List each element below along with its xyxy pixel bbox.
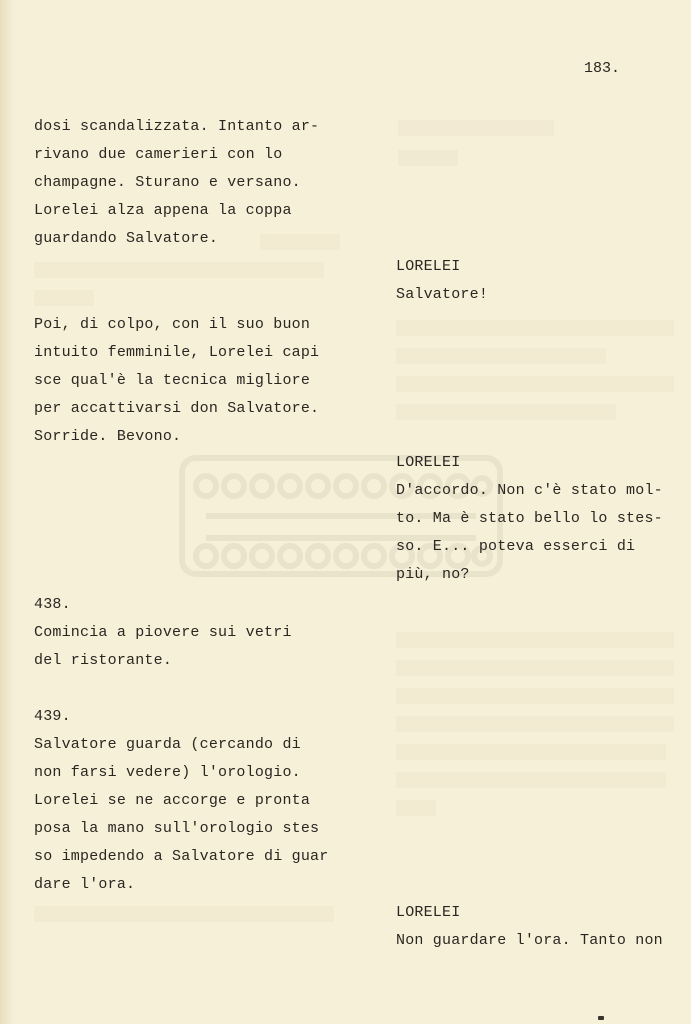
action-line: sce qual'è la tecnica migliore <box>34 372 311 389</box>
action-line: per accattivarsi don Salvatore. <box>34 400 320 417</box>
action-line: Comincia a piovere sui vetri <box>34 624 292 641</box>
action-line: dare l'ora. <box>34 876 136 893</box>
dialogue-line: Non guardare l'ora. Tanto non <box>396 932 663 949</box>
action-line: Lorelei alza appena la coppa <box>34 202 292 219</box>
action-line: Lorelei se ne accorge e pronta <box>34 792 311 809</box>
scene-number: 439. <box>34 708 71 725</box>
action-line: dosi scandalizzata. Intanto ar- <box>34 118 320 135</box>
action-line: intuito femminile, Lorelei capi <box>34 344 320 361</box>
dialogue-line: Salvatore! <box>396 286 489 303</box>
action-line: rivano due camerieri con lo <box>34 146 283 163</box>
action-line: so impedendo a Salvatore di guar <box>34 848 329 865</box>
action-line: Sorride. Bevono. <box>34 428 182 445</box>
page-number: 183. <box>584 60 621 77</box>
ink-speck <box>598 1016 604 1020</box>
action-line: guardando Salvatore. <box>34 230 219 247</box>
action-line: Poi, di colpo, con il suo buon <box>34 316 311 333</box>
action-line: Salvatore guarda (cercando di <box>34 736 301 753</box>
dialogue-line: so. E... poteva esserci di <box>396 538 636 555</box>
character-name: LORELEI <box>396 454 461 471</box>
dialogue-line: D'accordo. Non c'è stato mol- <box>396 482 663 499</box>
character-name: LORELEI <box>396 904 461 921</box>
action-line: champagne. Sturano e versano. <box>34 174 301 191</box>
character-name: LORELEI <box>396 258 461 275</box>
action-line: del ristorante. <box>34 652 173 669</box>
action-line: non farsi vedere) l'orologio. <box>34 764 301 781</box>
dialogue-line: to. Ma è stato bello lo stes- <box>396 510 663 527</box>
action-line: posa la mano sull'orologio stes <box>34 820 320 837</box>
dialogue-line: più, no? <box>396 566 470 583</box>
scene-number: 438. <box>34 596 71 613</box>
